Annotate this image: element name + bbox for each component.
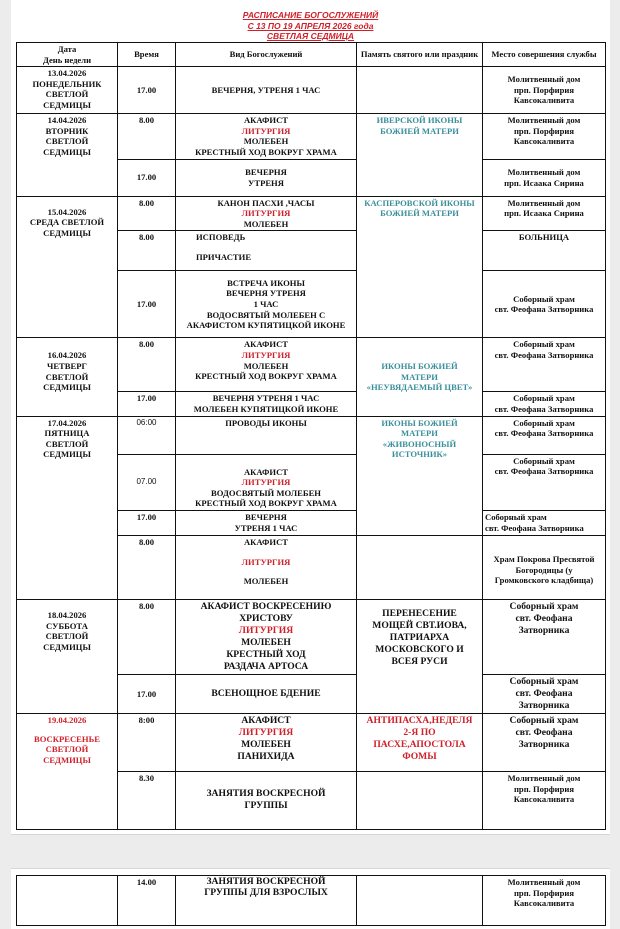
service-cell: ВЕЧЕРНЯ, УТРЕНЯ 1 ЧАС [176, 67, 357, 114]
place-cell: Соборный храм свт. Феофана Затворника [483, 674, 606, 713]
schedule-subtitle: СВЕТЛАЯ СЕДМИЦА [266, 31, 355, 41]
time-cell: 8.00 [118, 599, 176, 674]
service-line: КАНОН ПАСХИ ,ЧАСЫ [217, 197, 315, 208]
time-cell: 8.00 [118, 338, 176, 392]
place-cell: Соборный храм свт. Феофана Затворника [483, 416, 606, 454]
place-cell: Соборный храм свт. Феофана Затворника [483, 713, 606, 771]
time-cell: 17.00 [118, 392, 176, 416]
place-cell: Соборный храм свт. Феофана Затворника [483, 510, 606, 535]
col-header-place: Место совершения службы [483, 43, 606, 67]
table-row [17, 196, 606, 231]
service-line: МОЛЕБЕН ПАНИХИДА [237, 738, 295, 762]
memory-cell [357, 67, 483, 114]
service-cell [176, 114, 357, 159]
col-header-date: Дата День недели [17, 43, 118, 67]
time-cell: 06:00 [118, 416, 176, 454]
time-cell: 8.00 [118, 114, 176, 159]
service-line: ИСПОВЕДЬ [196, 232, 246, 243]
date-cell: 14.04.2026 ВТОРНИК СВЕТЛОЙ СЕДМИЦЫ [17, 114, 118, 196]
service-line: МОЛЕБЕН КРЕСТНЫЙ ХОД ВОКРУГ ХРАМА [195, 360, 337, 382]
service-cell: ПРОВОДЫ ИКОНЫ [176, 416, 357, 454]
table-header-row [17, 43, 606, 67]
place-cell: Молитвенный дом прп. Порфирия Кавсокаливита [483, 114, 606, 159]
table-row [17, 338, 606, 392]
service-cell: ЗАНЯТИЯ ВОСКРЕСНОЙ ГРУППЫ [176, 771, 357, 829]
table-row [17, 713, 606, 771]
col-header-service: Вид Богослужений [176, 43, 357, 67]
memory-cell: КАСПЕРОВСКОЙ ИКОНЫ БОЖИЕЙ МАТЕРИ [357, 196, 483, 338]
time-cell: 17.00 [118, 67, 176, 114]
table-row [17, 416, 606, 454]
time-cell: 17.00 [118, 271, 176, 338]
service-cell [176, 196, 357, 231]
date-cell [17, 876, 118, 926]
liturgy-label: ЛИТУРГИЯ [238, 624, 294, 636]
service-cell: ВСЕНОЩНОЕ БДЕНИЕ [176, 674, 357, 713]
memory-cell [357, 535, 483, 599]
place-cell: Молитвенный дом прп. Исаакa Сирина [483, 196, 606, 231]
table-row [17, 114, 606, 159]
liturgy-label: ЛИТУРГИЯ [238, 726, 294, 738]
liturgy-label: ЛИТУРГИЯ [241, 125, 291, 136]
service-cell: ВЕЧЕРНЯ УТРЕНЯ 1 ЧАС [176, 510, 357, 535]
memory-cell: ИКОНЫ БОЖИЕЙ МАТЕРИ «НЕУВЯДАЕМЫЙ ЦВЕТ» [357, 338, 483, 416]
service-line: АКАФИСТ [243, 115, 289, 126]
schedule-page [11, 0, 610, 835]
service-cell [176, 338, 357, 392]
table-row [17, 876, 606, 926]
liturgy-label: ЛИТУРГИЯ [241, 556, 291, 567]
place-cell: Соборный храм свт. Феофана Затворника [483, 392, 606, 416]
schedule-title: РАСПИСАНИЕ БОГОСЛУЖЕНИЙ [242, 10, 379, 20]
time-cell: 8.00 [118, 231, 176, 271]
table-row [17, 67, 606, 114]
liturgy-label: ЛИТУРГИЯ [241, 349, 291, 360]
memory-cell: АНТИПАСХА,НЕДЕЛЯ 2-Я ПО ПАСХЕ,АПОСТОЛА ФОМЫ [357, 713, 483, 771]
service-cell [176, 599, 357, 674]
col-header-time: Время [118, 43, 176, 67]
date-cell: 18.04.2026 СУББОТА СВЕТЛОЙ СЕДМИЦЫ [17, 599, 118, 713]
memory-cell: ИКОНЫ БОЖИЕЙ МАТЕРИ «ЖИВОНОСНЫЙ ИСТОЧНИК» [357, 416, 483, 535]
time-cell: 8.00 [118, 535, 176, 599]
day-label: ВОСКРЕСЕНЬЕ СВЕТЛОЙ СЕДМИЦЫ [34, 733, 100, 765]
time-cell: 17.00 [118, 510, 176, 535]
time-cell: 8:00 [118, 713, 176, 771]
date-label: 19.04.2026 [47, 714, 87, 725]
schedule-page-2 [11, 868, 610, 929]
service-cell [176, 454, 357, 510]
place-cell: Храм Покрова Пресвятой Богородицы (у Громковского кладбища) [483, 535, 606, 599]
place-cell: Молитвенный дом прп. Исаакa Сирина [483, 159, 606, 196]
col-header-memory: Память святого или праздник [357, 43, 483, 67]
service-line: МОЛЕБЕН КРЕСТНЫЙ ХОД РАЗДАЧА АРТОСА [223, 636, 309, 672]
time-cell: 8.30 [118, 771, 176, 829]
service-cell: ЗАНЯТИЯ ВОСКРЕСНОЙ ГРУППЫ ДЛЯ ВЗРОСЛЫХ [176, 876, 357, 926]
date-cell: 16.04.2026 ЧЕТВЕРГ СВЕТЛОЙ СЕДМИЦЫ [17, 338, 118, 416]
time-cell: 07.00 [118, 454, 176, 510]
service-line: ВОДОСВЯТЫЙ МОЛЕБЕН КРЕСТНЫЙ ХОД ВОКРУГ ХРАМА [195, 487, 337, 509]
service-cell [176, 713, 357, 771]
service-line: ПРИЧАСТИЕ [196, 251, 252, 262]
liturgy-label: ЛИТУРГИЯ [241, 208, 291, 219]
time-cell: 17.00 [118, 159, 176, 196]
memory-cell: ПЕРЕНЕСЕНИЕ МОЩЕЙ СВТ.ИОВА, ПАТРИАРХА МОСКОВСКОГО И ВСЕЯ РУСИ [357, 599, 483, 713]
date-cell: 13.04.2026 ПОНЕДЕЛЬНИК СВЕТЛОЙ СЕДМИЦЫ [17, 67, 118, 114]
memory-cell [357, 771, 483, 829]
place-cell: Соборный храм свт. Феофана Затворника [483, 599, 606, 674]
service-line: МОЛЕБЕН КРЕСТНЫЙ ХОД ВОКРУГ ХРАМА [195, 136, 337, 157]
place-cell: Соборный храм свт. Феофана Затворника [483, 271, 606, 338]
place-cell: Соборный храм свт. Феофана Затворника [483, 454, 606, 510]
service-line: МОЛЕБЕН [243, 218, 289, 229]
service-line: АКАФИСТ [243, 339, 289, 350]
time-cell: 17.00 [118, 674, 176, 713]
schedule-dates: С 13 ПО 19 АПРЕЛЯ 2026 года [247, 21, 374, 31]
date-cell: 15.04.2026 СРЕДА СВЕТЛОЙ СЕДМИЦЫ [17, 196, 118, 338]
liturgy-label: ЛИТУРГИЯ [241, 477, 291, 488]
service-line: МОЛЕБЕН [243, 576, 289, 587]
service-cell: ВСТРЕЧА ИКОНЫ ВЕЧЕРНЯ УТРЕНЯ 1 ЧАС ВОДОСВЯТЫЙ МОЛЕБЕН С АКАФИСТОМ КУПЯТИЦКОЙ ИКОНЕ [176, 271, 357, 338]
schedule-table-continued [16, 875, 606, 926]
service-cell: ВЕЧЕРНЯ УТРЕНЯ [176, 159, 357, 196]
place-cell: Молитвенный дом прп. Порфирия Кавсокаливита [483, 67, 606, 114]
service-line: АКАФИСТ [241, 714, 291, 726]
date-cell [17, 713, 118, 829]
place-cell: БОЛЬНИЦА [483, 231, 606, 271]
service-line: АКАФИСТ [243, 466, 289, 477]
service-cell: ВЕЧЕРНЯ УТРЕНЯ 1 ЧАС МОЛЕБЕН КУПЯТИЦКОЙ ИКОНЕ [176, 392, 357, 416]
table-row [17, 599, 606, 674]
memory-cell: ИВЕРСКОЙ ИКОНЫ БОЖИЕЙ МАТЕРИ [357, 114, 483, 196]
time-cell: 8.00 [118, 196, 176, 231]
service-cell [176, 535, 357, 599]
time-cell: 14.00 [118, 876, 176, 926]
service-cell [176, 231, 357, 271]
place-cell: Молитвенный дом прп. Порфирия Кавсокаливита [483, 876, 606, 926]
date-cell: 17.04.2026 ПЯТНИЦА СВЕТЛОЙ СЕДМИЦЫ [17, 416, 118, 599]
memory-cell [357, 876, 483, 926]
service-line: АКАФИСТ ВОСКРЕСЕНИЮ ХРИСТОВУ [200, 600, 332, 624]
schedule-table [16, 42, 606, 830]
place-cell: Молитвенный дом прп. Порфирия Кавсокаливита [483, 771, 606, 829]
service-line: АКАФИСТ [243, 536, 289, 547]
place-cell: Соборный храм свт. Феофана Затворника [483, 338, 606, 392]
